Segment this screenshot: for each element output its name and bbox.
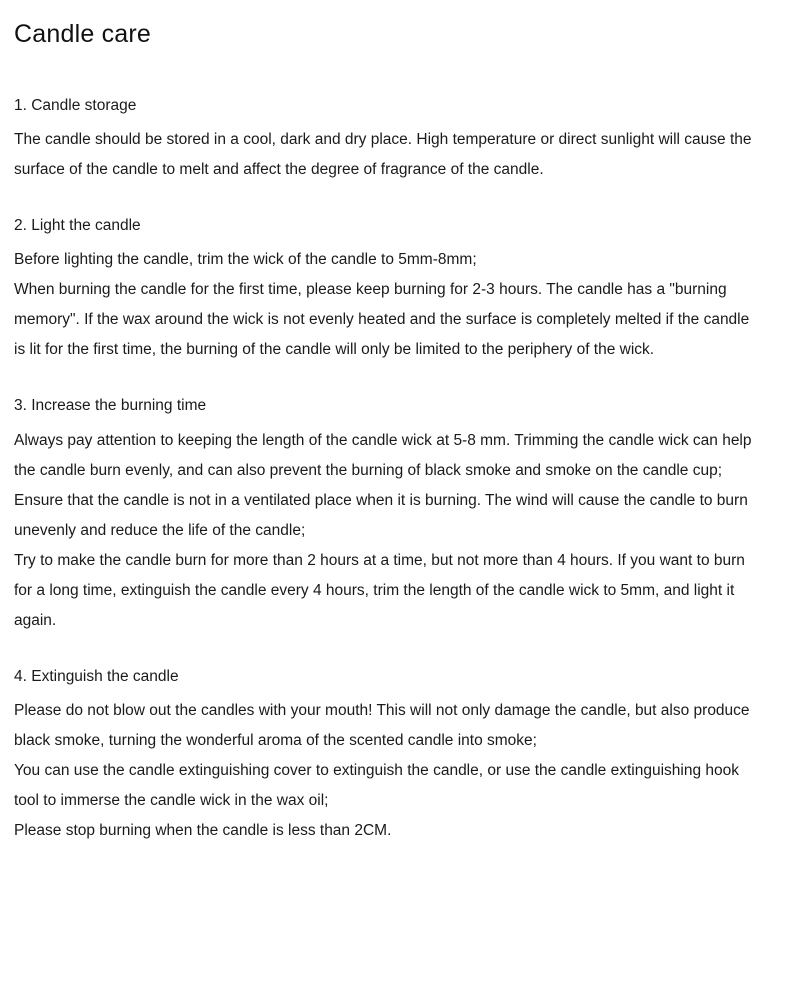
section-paragraph: Ensure that the candle is not in a ventilated place when it is burning. The wind will cause the candle to burn unevenly and reduce the life of the candle; <box>14 491 748 539</box>
section-heading: 4. Extinguish the candle <box>14 667 179 685</box>
section-extinguish-the-candle <box>12 666 754 846</box>
page-title: Candle care <box>14 20 152 48</box>
section-paragraph: When burning the candle for the first time, please keep burning for 2-3 hours. The candle has a "burning memory". If the wax around the wick is not evenly heated and the surface is completely melted if the candle is lit for the first time, the burning of the candle will only be limited to the periphery of the wick. <box>14 281 750 359</box>
section-paragraph: Please stop burning when the candle is less than 2CM. <box>14 822 392 840</box>
section-candle-storage <box>12 95 754 185</box>
section-paragraph: Try to make the candle burn for more than 2 hours at a time, but not more than 4 hours. If you want to burn for a long time, extinguish the candle every 4 hours, trim the length of the candle wick to 5mm, and light it again. <box>14 551 745 629</box>
section-heading: 3. Increase the burning time <box>14 397 207 415</box>
section-paragraph: Please do not blow out the candles with your mouth! This will not only damage the candle, but also produce black smoke, turning the wonderful aroma of the scented candle into smoke; <box>14 702 750 750</box>
section-light-the-candle <box>12 215 754 365</box>
section-paragraph: You can use the candle extinguishing cover to extinguish the candle, or use the candle extinguishing hook tool to immerse the candle wick in the wax oil; <box>14 762 739 810</box>
section-paragraph: Before lighting the candle, trim the wick of the candle to 5mm-8mm; <box>14 251 477 269</box>
section-paragraph: The candle should be stored in a cool, dark and dry place. High temperature or direct sunlight will cause the surface of the candle to melt and affect the degree of fragrance of the candle. <box>14 130 752 178</box>
section-heading: 2. Light the candle <box>14 216 141 234</box>
section-heading: 1. Candle storage <box>14 96 137 114</box>
section-paragraph: Always pay attention to keeping the length of the candle wick at 5-8 mm. Trimming the candle wick can help the candle burn evenly, and can also prevent the burning of black smoke and smoke on the candle cup; <box>14 431 752 479</box>
document-sections <box>12 95 754 847</box>
section-increase-the-burning-time <box>12 395 754 635</box>
